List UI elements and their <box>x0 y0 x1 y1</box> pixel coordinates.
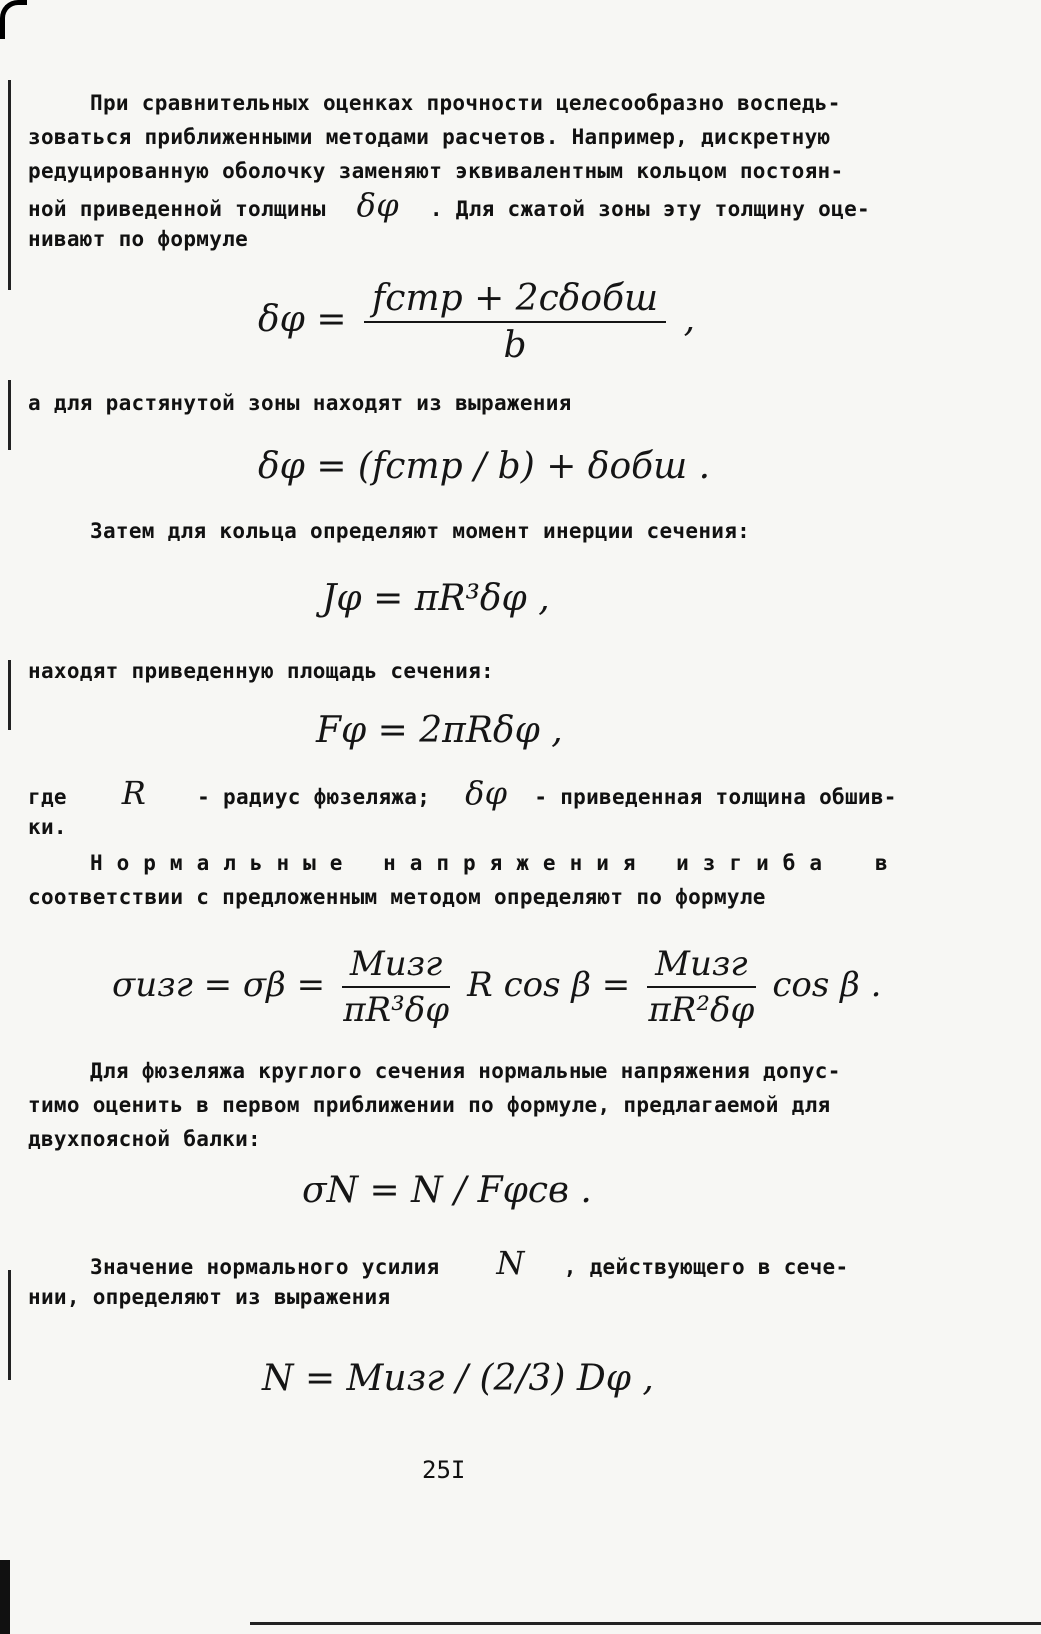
symbol-N: N <box>496 1244 525 1282</box>
text-line <box>28 188 974 222</box>
formula-tail: , <box>683 299 696 340</box>
text-line: нивают по формуле <box>28 227 249 251</box>
formula-lhs: σизг = σβ = <box>112 965 326 1005</box>
paragraph-normal-stresses <box>28 846 974 914</box>
fraction-denominator: b <box>503 325 527 366</box>
formula-compressed-zone <box>258 278 695 366</box>
text-segment: - радиус фюзеляжа; <box>197 785 431 809</box>
formula-tail: cos β . <box>772 965 882 1005</box>
text-segment: , действующего в сече- <box>563 1255 849 1279</box>
page-number: 25I <box>422 1456 466 1484</box>
text-line: ки. <box>28 815 67 839</box>
symbol-R: R <box>121 774 147 812</box>
text-segment: где <box>28 785 67 809</box>
paragraph-area <box>28 654 974 688</box>
text-segment-spaced: Нормальные напряжения изгиба <box>90 851 837 875</box>
paragraph-where <box>28 776 974 844</box>
text-line <box>28 846 974 880</box>
fraction <box>364 278 666 366</box>
text-line: зоваться приближенными методами расчетов. Например, дискретную <box>28 125 831 149</box>
text-line: а для растянутой зоны находят из выражения <box>28 391 572 415</box>
text-line: редуцированную оболочку заменяют эквивалентным кольцом постоян- <box>28 159 844 183</box>
binding-edge <box>8 660 11 730</box>
symbol-delta-phi: δφ <box>356 186 399 224</box>
formula-moment-of-inertia: Jφ = πR³δφ , <box>322 578 550 619</box>
text-line: При сравнительных оценках прочности целесообразно воспедь- <box>90 91 841 115</box>
text-segment: . Для сжатой зоны эту толщину оце- <box>429 197 870 221</box>
text-segment: в <box>874 851 888 875</box>
text-line: Затем для кольца определяют момент инерции сечения: <box>90 519 751 543</box>
page-corner-mark <box>0 0 27 39</box>
text-line: нии, определяют из выражения <box>28 1285 391 1309</box>
text-line <box>28 1246 974 1280</box>
text-line: находят приведенную площадь сечения: <box>28 659 494 683</box>
binding-shadow <box>0 1560 10 1634</box>
fraction-denominator: πR³δφ <box>343 990 450 1030</box>
paragraph-intro <box>28 86 974 256</box>
formula-tension-zone: δφ = (fстр / b) + δобш . <box>258 446 711 487</box>
paragraph-normal-force <box>28 1246 974 1314</box>
binding-edge <box>8 80 11 290</box>
fraction-numerator: Mизг <box>647 944 755 988</box>
paragraph-moment-of-inertia <box>28 514 974 548</box>
bottom-edge-line <box>250 1622 1041 1625</box>
text-segment: ной приведенной толщины <box>28 197 326 221</box>
text-line: двухпоясной балки: <box>28 1127 261 1151</box>
binding-edge <box>8 380 11 450</box>
formula-normal-stress-n: σN = N / Fφсв . <box>302 1170 592 1211</box>
text-line: соответствии с предложенным методом определяют по формуле <box>28 885 766 909</box>
text-line: Для фюзеляжа круглого сечения нормальные напряжения допус- <box>90 1059 841 1083</box>
fraction <box>647 944 755 1030</box>
text-line: тимо оценить в первом приближении по формуле, предлагаемой для <box>28 1093 831 1117</box>
paragraph-fuselage <box>28 1054 974 1156</box>
symbol-delta-phi: δφ <box>465 774 508 812</box>
binding-edge <box>8 1270 11 1380</box>
fraction-numerator: fстр + 2cδобш <box>364 278 666 323</box>
fraction-denominator: πR²δφ <box>648 990 755 1030</box>
formula-bending-stress <box>112 944 881 1030</box>
fraction <box>342 944 450 1030</box>
paragraph-tension-zone <box>28 386 974 420</box>
formula-lhs: δφ = <box>258 299 347 340</box>
formula-area: Fφ = 2πRδφ , <box>316 710 563 751</box>
text-line <box>28 776 974 810</box>
fraction-numerator: Mизг <box>342 944 450 988</box>
text-segment: Значение нормального усилия <box>90 1255 440 1279</box>
formula-middle: R cos β = <box>467 965 631 1005</box>
text-segment: - приведенная толщина обшив- <box>534 785 897 809</box>
formula-normal-force: N = Mизг / (2/3) Dφ , <box>262 1358 654 1399</box>
